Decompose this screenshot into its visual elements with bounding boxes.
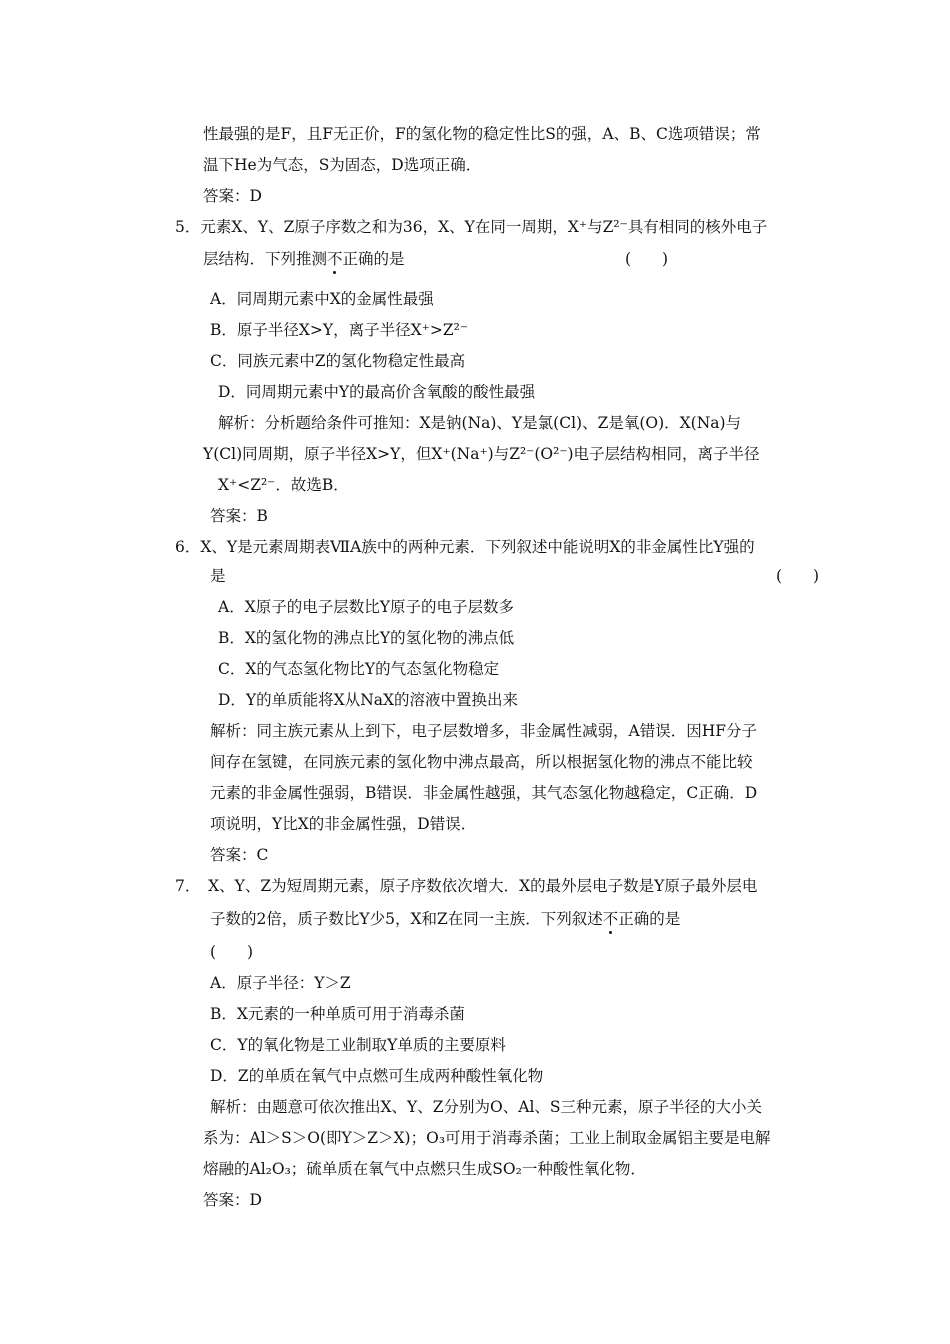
analysis-line: 熔融的Al₂O₃；硫单质在氧气中点燃只生成SO₂一种酸性氧化物． bbox=[203, 1160, 646, 1178]
answer-text: 答案：B bbox=[210, 507, 268, 525]
answer-blank: ( ) bbox=[625, 250, 669, 268]
question-7-stem-cont bbox=[210, 909, 680, 929]
analysis-line: 元素的非金属性强弱，B错误．非金属性越强，其气态氢化物越稳定，C正确．D bbox=[210, 784, 758, 802]
answer-blank: ( ) bbox=[776, 567, 820, 585]
option-d: D．Y的单质能将X从NaX的溶液中置换出来 bbox=[218, 691, 519, 709]
option-b: B．原子半径X>Y，离子半径X⁺>Z²⁻ bbox=[210, 321, 469, 339]
intro-line: 温下He为气态，S为固态，D选项正确． bbox=[203, 156, 482, 174]
emphasis-mark: 不 bbox=[327, 250, 343, 268]
option-d: D．Z的单质在氧气中点燃可生成两种酸性氧化物 bbox=[210, 1067, 544, 1085]
answer-blank: ( ) bbox=[210, 943, 254, 961]
intro-line: 性最强的是F，且F无正价，F的氢化物的稳定性比S的强，A、B、C选项错误；常 bbox=[203, 125, 761, 143]
option-c: C．X的气态氢化物比Y的气态氢化物稳定 bbox=[218, 660, 500, 678]
answer-text: 答案：D bbox=[203, 1191, 262, 1209]
option-b: B．X的氢化物的沸点比Y的氢化物的沸点低 bbox=[218, 629, 515, 647]
stem-text: 层结构．下列推测 bbox=[203, 250, 328, 268]
question-5-stem-cont bbox=[203, 249, 405, 269]
analysis-line: Y(Cl)同周期，原子半径X>Y，但X⁺(Na⁺)与Z²⁻(O²⁻)电子层结构相同，离子半径 bbox=[203, 445, 760, 463]
option-c: C．Y的氧化物是工业制取Y单质的主要原料 bbox=[210, 1036, 506, 1054]
analysis-line: 间存在氢键，在同族元素的氢化物中沸点最高，所以根据氢化物的沸点不能比较 bbox=[210, 753, 753, 771]
option-a: A．X原子的电子层数比Y原子的电子层数多 bbox=[218, 598, 514, 616]
question-6-stem-cont: 是 bbox=[210, 567, 226, 585]
stem-text: 子数的2倍，质子数比Y少5，X和Z在同一主族．下列叙述 bbox=[210, 910, 603, 928]
question-6-stem: 6．X、Y是元素周期表ⅦA族中的两种元素．下列叙述中能说明X的非金属性比Y强的 bbox=[175, 538, 755, 556]
analysis-line: 解析：分析题给条件可推知：X是钠(Na)、Y是氯(Cl)、Z是氧(O)．X(Na)与 bbox=[218, 414, 742, 432]
option-a: A．原子半径：Y＞Z bbox=[210, 974, 351, 992]
option-c: C．同族元素中Z的氢化物稳定性最高 bbox=[210, 352, 466, 370]
answer-text: 答案：C bbox=[210, 846, 269, 864]
emphasis-mark: 不 bbox=[602, 910, 619, 928]
analysis-line: 解析：由题意可依次推出X、Y、Z分别为O、Al、S三种元素，原子半径的大小关 bbox=[210, 1098, 763, 1116]
question-7-stem: 7． X、Y、Z为短周期元素，原子序数依次增大．X的最外层电子数是Y原子最外层电 bbox=[175, 877, 758, 895]
option-a: A．同周期元素中X的金属性最强 bbox=[210, 290, 434, 308]
stem-text: 正确的是 bbox=[618, 910, 681, 928]
analysis-line: X⁺<Z²⁻．故选B． bbox=[218, 476, 349, 494]
answer-text: 答案：D bbox=[203, 187, 262, 205]
option-d: D．同周期元素中Y的最高价含氧酸的酸性最强 bbox=[218, 383, 536, 401]
question-5-stem: 5．元素X、Y、Z原子序数之和为36，X、Y在同一周期，X⁺与Z²⁻具有相同的核外电子 bbox=[175, 218, 768, 236]
stem-text: 正确的是 bbox=[342, 250, 405, 268]
analysis-line: 解析：同主族元素从上到下，电子层数增多，非金属性减弱，A错误．因HF分子 bbox=[210, 722, 757, 740]
analysis-line: 项说明，Y比X的非金属性强，D错误． bbox=[210, 815, 477, 833]
analysis-line: 系为：Al＞S＞O(即Y＞Z＞X)；O₃可用于消毒杀菌；工业上制取金属铝主要是电解 bbox=[203, 1129, 771, 1147]
option-b: B．X元素的一种单质可用于消毒杀菌 bbox=[210, 1005, 465, 1023]
